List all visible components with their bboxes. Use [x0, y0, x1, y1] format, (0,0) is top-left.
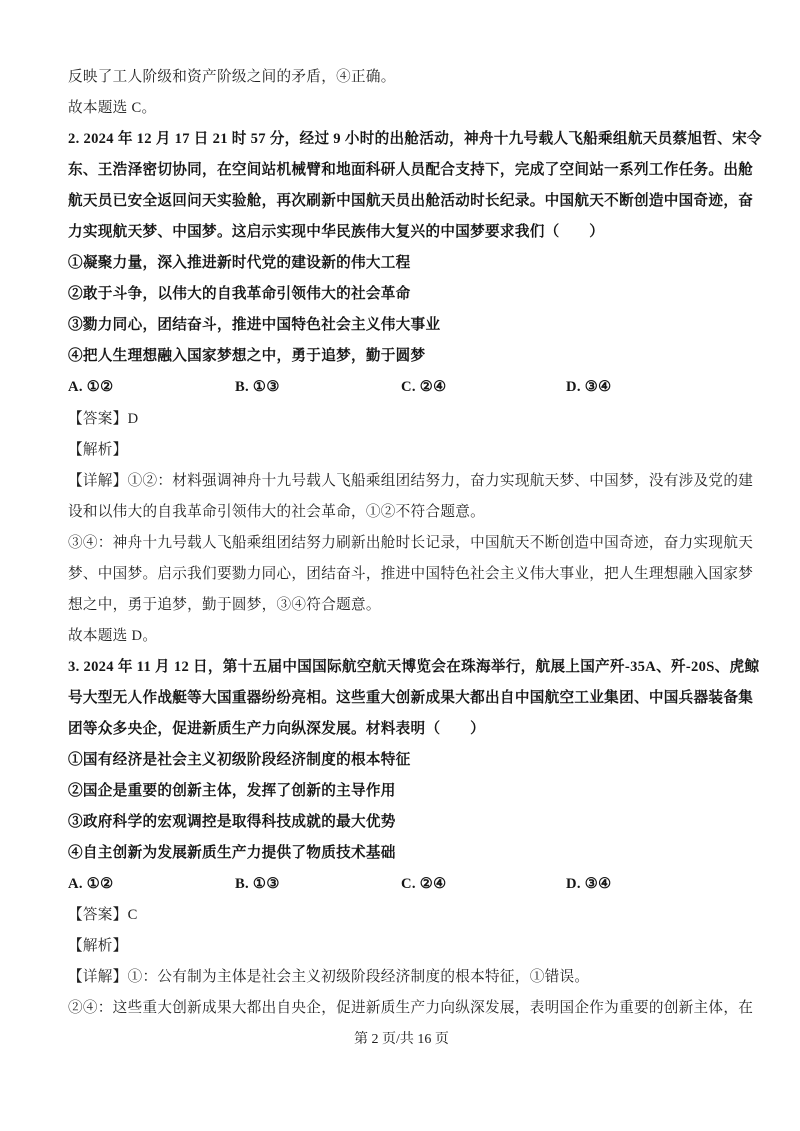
question-3-stem-line-3: 团等众多央企，促进新质生产力向纵深发展。材料表明（ ）: [68, 720, 486, 737]
question-2-option-d: D. ③④: [566, 379, 612, 396]
question-3-option-b: B. ①③: [235, 876, 280, 893]
question-2-option-a: A. ①②: [68, 379, 114, 396]
question-2-stem-line-1: 2. 2024 年 12 月 17 日 21 时 57 分，经过 9 小时的出舱活动，神舟十九号载人飞船乘组航天员蔡旭哲、宋令: [68, 131, 762, 148]
q1-analysis-continuation-line: 反映了工人阶级和资产阶级之间的矛盾，④正确。: [68, 69, 396, 85]
question-3-option-d: D. ③④: [566, 876, 612, 893]
question-2-detail-line-2: 设和以伟大的自我革命引领伟大的社会革命，①②不符合题意。: [68, 503, 486, 520]
question-3-answer: 【答案】C: [68, 907, 138, 924]
question-3-stem-line-2: 号大型无人作战艇等大国重器纷纷亮相。这些重大创新成果大都出自中国航空工业集团、中国兵器装备集: [68, 689, 754, 706]
question-2-statement-1: ①凝聚力量，深入推进新时代党的建设新的伟大工程: [68, 255, 411, 272]
question-2-stem-line-4: 力实现航天梦、中国梦。这启示实现中华民族伟大复兴的中国梦要求我们（ ）: [68, 224, 605, 241]
question-2-stem-line-2: 东、王浩泽密切协同，在空间站机械臂和地面科研人员配合支持下，完成了空间站一系列工作任务。出舱: [68, 162, 754, 179]
question-3-statement-2: ②国企是重要的创新主体，发挥了创新的主导作用: [68, 783, 396, 800]
question-2-detail-line-1: 【详解】①②：材料强调神舟十九号载人飞船乘组团结努力，奋力实现航天梦、中国梦，没有涉及党的建: [68, 472, 754, 489]
question-2-option-c: C. ②④: [401, 379, 447, 396]
question-3-option-a: A. ①②: [68, 876, 114, 893]
question-2-option-b: B. ①③: [235, 379, 280, 396]
question-3-statement-1: ①国有经济是社会主义初级阶段经济制度的根本特征: [68, 752, 411, 769]
question-3-option-c: C. ②④: [401, 876, 447, 893]
page-footer: 第 2 页/共 16 页: [354, 1032, 449, 1048]
question-2-answer: 【答案】D: [68, 410, 139, 427]
question-3-detail-line-2: ②④：这些重大创新成果大都出自央企，促进新质生产力向纵深发展，表明国企作为重要的创新主体，在: [68, 1000, 754, 1017]
question-2-statement-2: ②敢于斗争，以伟大的自我革命引领伟大的社会革命: [68, 286, 411, 303]
question-2-options-row: [68, 372, 735, 403]
question-3-statement-3: ③政府科学的宏观调控是取得科技成就的最大优势: [68, 814, 396, 831]
question-2-statement-3: ③勠力同心，团结奋斗，推进中国特色社会主义伟大事业: [68, 317, 441, 334]
document-page: [68, 62, 762, 1056]
question-2-statement-4: ④把人生理想融入国家梦想之中，勇于追梦，勤于圆梦: [68, 348, 426, 365]
question-2-detail-line-4: 梦、中国梦。启示我们要勠力同心，团结奋斗，推进中国特色社会主义伟大事业，把人生理想融入国家梦: [68, 565, 754, 582]
question-2-conclusion-line: 故本题选 D。: [68, 627, 158, 644]
question-3-stem-line-1: 3. 2024 年 11 月 12 日，第十五届中国国际航空航天博览会在珠海举行，航展上国产歼-35A、歼-20S、虎鲸: [68, 658, 760, 675]
question-3-options-row: [68, 869, 735, 900]
question-2-detail-line-5: 想之中，勇于追梦，勤于圆梦，③④符合题意。: [68, 596, 381, 613]
question-3-statement-4: ④自主创新为发展新质生产力提供了物质技术基础: [68, 845, 396, 862]
question-3-detail-line-1: 【详解】①：公有制为主体是社会主义初级阶段经济制度的根本特征，①错误。: [68, 969, 590, 986]
question-3-analysis-label: 【解析】: [68, 938, 128, 955]
question-2-analysis-label: 【解析】: [68, 441, 128, 458]
question-2-stem-line-3: 航天员已安全返回问天实验舱，再次刷新中国航天员出舱活动时长纪录。中国航天不断创造中国奇迹，奋: [68, 193, 754, 210]
question-2-detail-line-3: ③④：神舟十九号载人飞船乘组团结努力刷新出舱时长记录，中国航天不断创造中国奇迹，奋力实现航天: [68, 534, 754, 551]
q1-conclusion-line: 故本题选 C。: [68, 100, 157, 117]
